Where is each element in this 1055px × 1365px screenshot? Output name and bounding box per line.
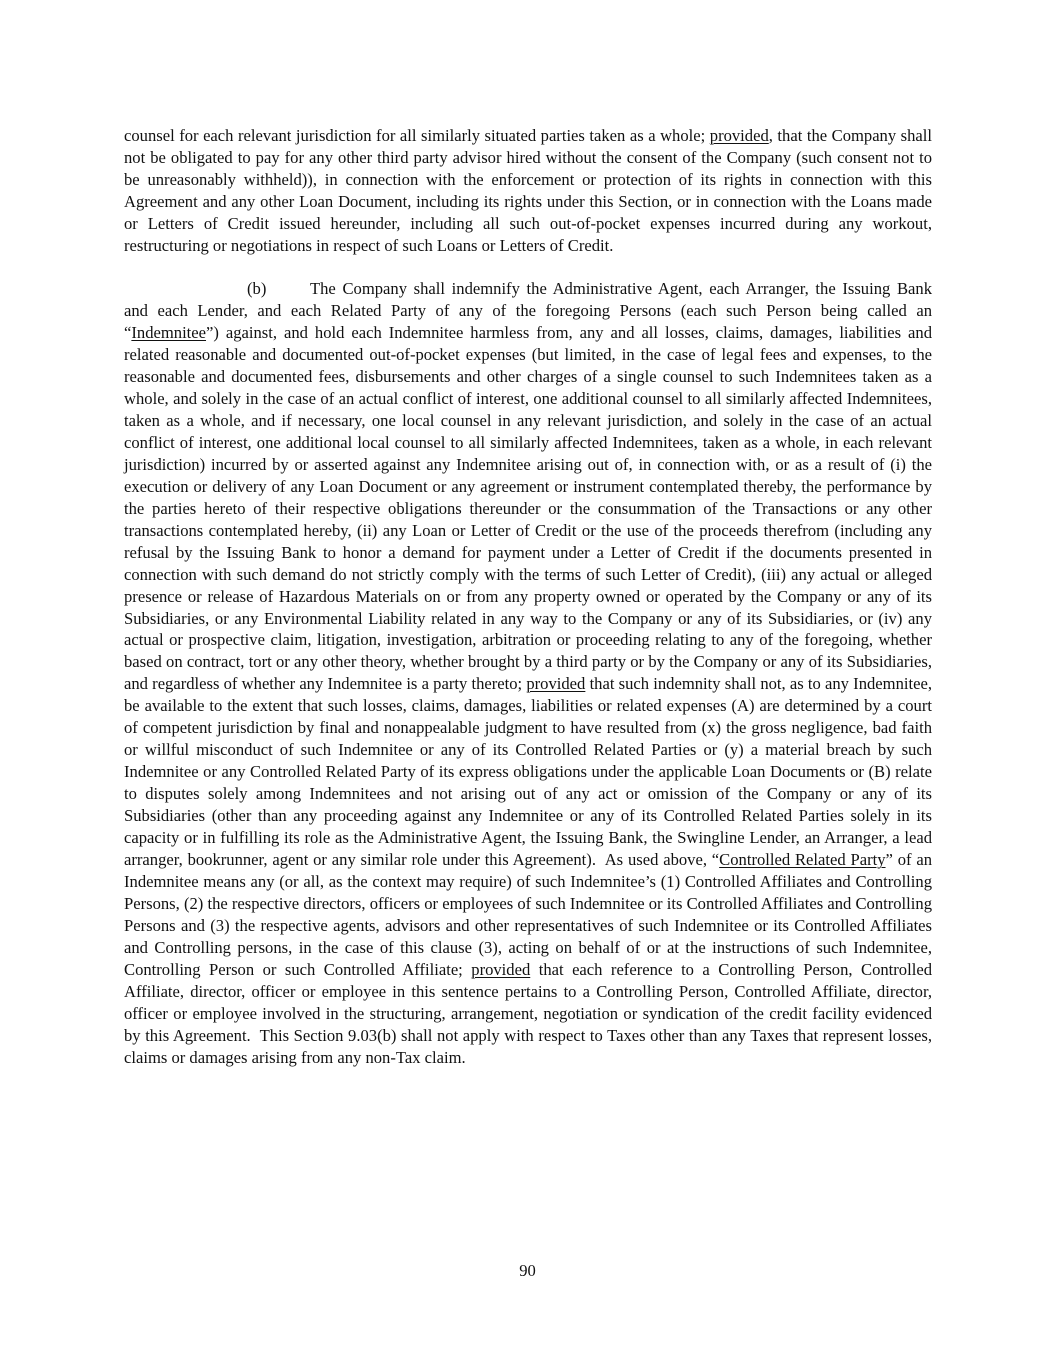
underlined-term-provided: provided xyxy=(471,959,531,979)
paragraph-text: , that the Company shall not be obligated to pay for any other third party advisor hired without the consent of the Company (such consent not to be unreasonably withheld)), in connection with the enforcement or protection of its rights in connection with this Agreement and any other Loan Document, including its rights under this Section, or in connection with the Loans made or Letters of Credit issued hereunder, including all such out-of-pocket expenses incurred during any workout, restructuring or negotiations in respect of such Loans or Letters of Credit. xyxy=(124,126,933,255)
paragraph-b xyxy=(124,278,932,1068)
paragraph-text: that each reference to a Controlling Person, Controlled Affiliate, director, officer or employee in this sentence pertains to a Controlling Person, Controlled Affiliate, director, officer or employee involved in the structuring, arrangement, negotiation or syndication of the credit facility evidenced by this Agreement. This Section 9.03(b) shall not apply with respect to Taxes other than any Taxes that represent losses, claims or damages arising from any non-Tax claim. xyxy=(124,959,932,1067)
defined-term-indemnitee: Indemnitee xyxy=(131,323,207,343)
paragraph-text: The Company shall indemnify the Administrative Agent, each Arranger, the Issuing Bank and each Lender, and each Related Party of any of the foregoing Persons (each such Person being called an “ xyxy=(124,279,932,343)
underlined-term-provided: provided xyxy=(526,674,586,694)
paragraph-continuation xyxy=(124,125,932,257)
page-number: 90 xyxy=(519,1261,536,1280)
paragraph-text: that such indemnity shall not, as to any Indemnitee, be available to the extent that such losses, claims, damages, liabilities or related expenses (A) are determined by a court of competent jurisdiction by final and nonappealable judgment to have resulted from (x) the gross negligence, bad faith or willful misconduct of such Indemnitee or any of its Controlled Related Parties or (y) a material breach by such Indemnitee or any Controlled Related Party of its express obligations under the applicable Loan Documents or (B) relate to disputes solely among Indemnitees and not arising out of any act or omission of the Company or any of its Subsidiaries (other than any proceeding against any Indemnitee or any of its Controlled Related Parties solely in its capacity or in fulfilling its role as the Administrative Agent, the Issuing Bank, the Swingline Lender, an Arranger, a lead arranger, bookrunner, agent or any similar role under this Agreement). As used above, “ xyxy=(124,674,932,869)
document-page xyxy=(124,125,932,1069)
underlined-term-provided: provided xyxy=(709,126,769,145)
paragraph-text: ” of an Indemnitee means any (or all, as the context may require) of such Indemnitee’s (1) Controlled Affiliates and Controlling Persons, (2) the respective directors, officers or employees of such Indemnitee or its Controlled Affiliates and Controlling Persons and (3) the respective agents, advisors and other representatives of such Indemnitee or its Controlled Affiliates and Controlling persons, in the case of this clause (3), acting on behalf of or at the instructions of such Indemnitee, Controlling Person or such Controlled Affiliate; xyxy=(124,850,933,979)
paragraph-text: ”) against, and hold each Indemnitee harmless from, any and all losses, claims, damages, liabilities and related reasonable and documented out-of-pocket expenses (but limited, in the case of legal fees and expenses, to the reasonable and documented fees, disbursements and other charges of a single counsel to such Indemnitees taken as a whole, and solely in the case of an actual conflict of interest, one additional counsel to all similarly affected Indemnitees, taken as a whole, and if necessary, one local counsel in any relevant jurisdiction, and solely in the case of an actual conflict of interest, one additional local counsel to all similarly affected Indemnitees, taken as a whole, in each relevant jurisdiction) incurred by or asserted against any Indemnitee arising out of, in connection with, or as a result of (i) the execution or delivery of any Loan Document or any agreement or instrument contemplated thereby, the performance by the parties hereto of their respective obligations thereunder or the consummation of the Transactions or any other transactions contemplated hereby, (ii) any Loan or Letter of Credit or the use of the proceeds therefrom (including any refusal by the Issuing Bank to honor a demand for payment under a Letter of Credit if the documents presented in connection with such demand do not strictly comply with the terms of such Letter of Credit), (iii) any actual or alleged presence or release of Hazardous Materials on or from any property owned or operated by the Company or any of its Subsidiaries, or any Environmental Liability related in any way to the Company or any of its Subsidiaries, or (iv) any actual or prospective claim, litigation, investigation, arbitration or proceeding relating to any of the foregoing, whether based on contract, tort or any other theory, whether brought by a third party or by the Company or any of its Subsidiaries, and regardless of whether any Indemnitee is a party thereto; xyxy=(124,323,932,694)
defined-term-controlled-related-party: Controlled Related Party xyxy=(719,850,886,869)
paragraph-text: counsel for each relevant jurisdiction for all similarly situated parties taken as a whole; xyxy=(124,126,710,145)
clause-label: (b) xyxy=(247,279,267,299)
